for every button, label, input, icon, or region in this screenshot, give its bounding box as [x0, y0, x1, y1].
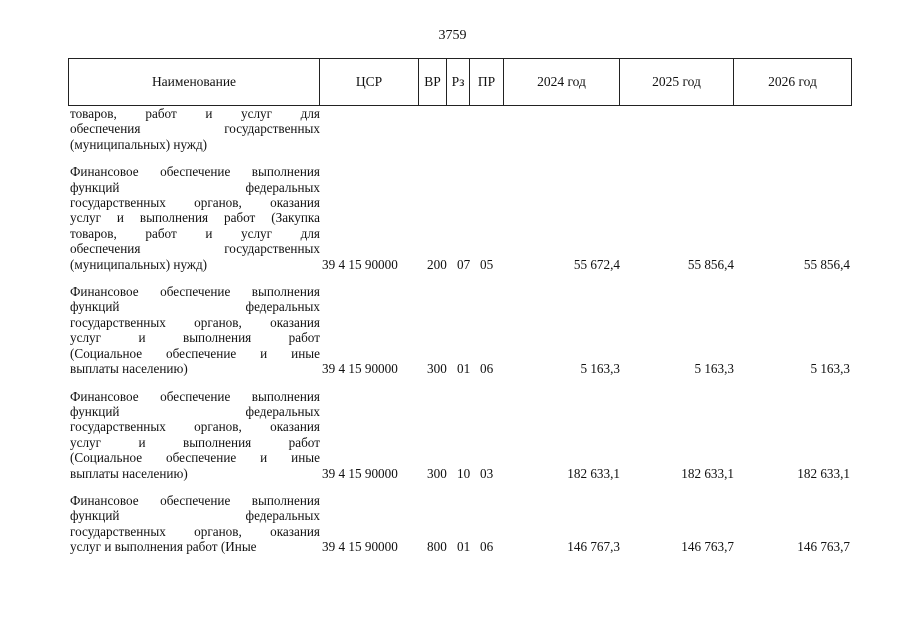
header-pr: ПР — [470, 59, 504, 105]
row-name-line: (муниципальных) нужд) — [70, 136, 208, 152]
row-name-line: (муниципальных) нужд) — [70, 256, 208, 272]
row-name-line: услуг и выполнения работ (Иные — [70, 539, 257, 555]
table-header — [68, 58, 852, 106]
row-value-2024: 182 633,1 — [567, 465, 620, 481]
row-value-2024: 146 767,3 — [567, 539, 620, 555]
row-rz: 01 — [457, 539, 471, 555]
header-2026: 2026 год — [768, 74, 817, 89]
row-name-line: товаров, работ и услуг для — [70, 225, 320, 241]
row-name-line: Финансовое обеспечение выполнения — [70, 492, 320, 508]
row-pr: 03 — [480, 465, 494, 481]
row-vr: 200 — [427, 256, 447, 272]
row-name-line: Финансовое обеспечение выполнения — [70, 164, 320, 180]
row-csr: 39 4 15 90000 — [322, 361, 398, 377]
table-row — [70, 164, 860, 272]
row-value-2026: 182 633,1 — [797, 465, 850, 481]
row-pr: 06 — [480, 361, 494, 377]
row-value-2026: 55 856,4 — [803, 256, 850, 272]
row-csr: 39 4 15 90000 — [322, 465, 398, 481]
header-csr: ЦСР — [320, 59, 419, 105]
row-name-line: государственных органов, оказания — [70, 419, 320, 435]
row-name-line: обеспечения государственных — [70, 121, 320, 137]
row-name-line: услуг и выполнения работ — [70, 434, 320, 450]
row-name-line: (Социальное обеспечение и иные — [70, 345, 320, 361]
row-value-2026: 146 763,7 — [797, 539, 850, 555]
row-name — [70, 493, 320, 555]
row-value-2025: 5 163,3 — [694, 361, 734, 377]
row-name — [70, 284, 320, 376]
row-name-line: функций федеральных — [70, 299, 320, 315]
row-value-2024: 5 163,3 — [580, 361, 620, 377]
row-name-line: услуг и выполнения работ — [70, 330, 320, 346]
row-name-line: функций федеральных — [70, 403, 320, 419]
row-rz: 10 — [457, 465, 471, 481]
row-vr: 300 — [427, 361, 447, 377]
row-vr: 800 — [427, 539, 447, 555]
row-name-line: государственных органов, оказания — [70, 523, 320, 539]
header-rz: Рз — [447, 59, 470, 105]
row-name-line: государственных органов, оказания — [70, 195, 320, 211]
table-row — [70, 389, 860, 481]
table-row — [70, 106, 860, 152]
row-name-line: выплаты населению) — [70, 465, 188, 481]
row-pr: 06 — [480, 539, 494, 555]
row-vr: 300 — [427, 465, 447, 481]
row-name — [70, 389, 320, 481]
row-name-line: функций федеральных — [70, 179, 320, 195]
row-name-line: функций федеральных — [70, 508, 320, 524]
header-2024: 2024 год — [504, 59, 620, 105]
row-name-line: (Социальное обеспечение и иные — [70, 450, 320, 466]
row-name-line: Финансовое обеспечение выполнения — [70, 284, 320, 300]
row-pr: 05 — [480, 256, 494, 272]
row-rz: 01 — [457, 361, 471, 377]
row-name-line: государственных органов, оказания — [70, 314, 320, 330]
row-value-2025: 55 856,4 — [687, 256, 734, 272]
row-name-line: выплаты населению) — [70, 361, 188, 377]
row-csr: 39 4 15 90000 — [322, 539, 398, 555]
row-value-2025: 182 633,1 — [681, 465, 734, 481]
row-name-line: услуг и выполнения работ (Закупка — [70, 210, 320, 226]
row-value-2026: 5 163,3 — [810, 361, 850, 377]
header-2025: 2025 год — [620, 59, 734, 105]
header-name: Наименование — [69, 59, 320, 105]
row-value-2025: 146 763,7 — [681, 539, 734, 555]
row-value-2024: 55 672,4 — [573, 256, 620, 272]
row-rz: 07 — [457, 256, 471, 272]
row-name-line: Финансовое обеспечение выполнения — [70, 388, 320, 404]
row-csr: 39 4 15 90000 — [322, 256, 398, 272]
table-row — [70, 493, 860, 555]
row-name — [70, 106, 320, 152]
row-name-line: товаров, работ и услуг для — [70, 106, 320, 121]
table-row — [70, 284, 860, 376]
row-name-line: обеспечения государственных — [70, 241, 320, 257]
table-body — [70, 106, 860, 555]
header-vr: ВР — [419, 59, 447, 105]
row-name — [70, 164, 320, 272]
page-number: 3759 — [438, 28, 467, 43]
